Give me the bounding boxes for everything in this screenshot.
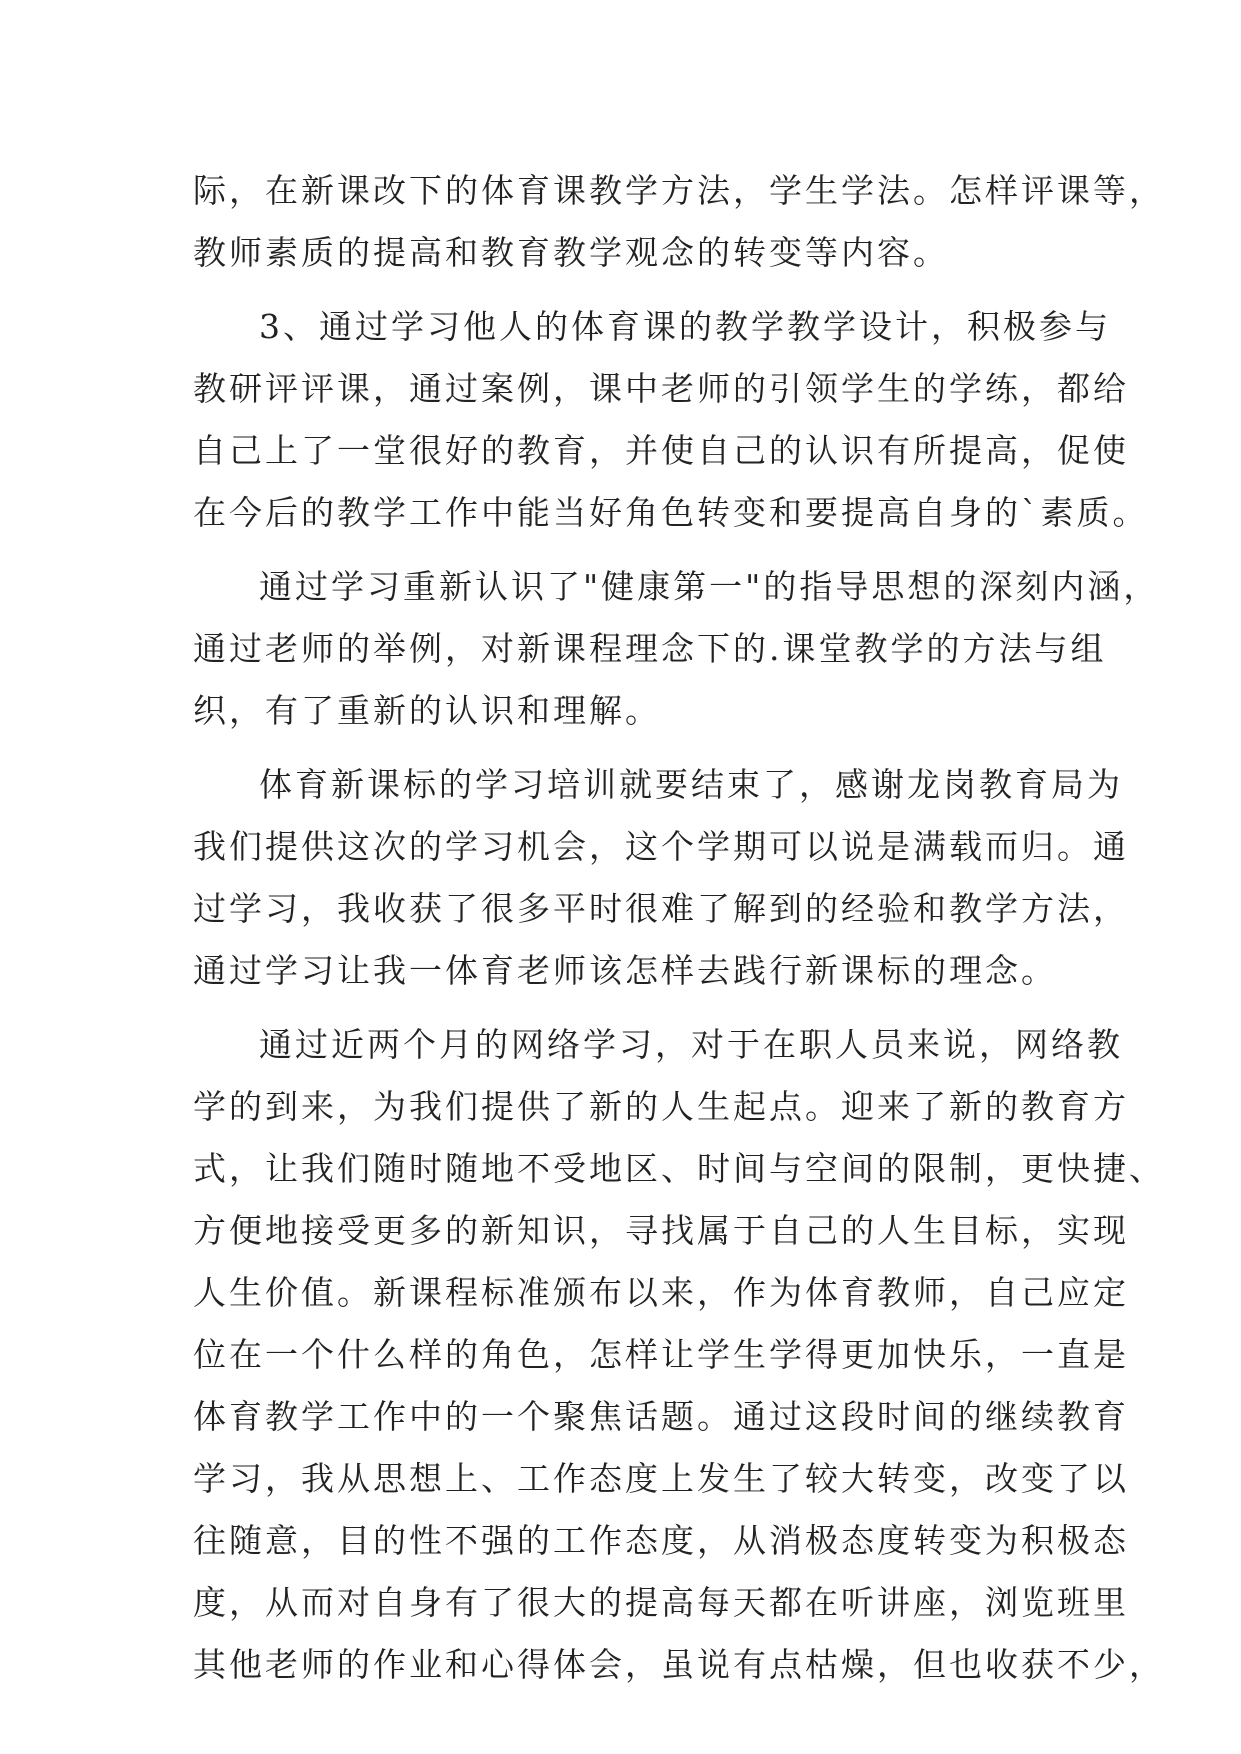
text-line: 体育教学工作中的一个聚焦话题。通过这段时间的继续教育 bbox=[193, 1397, 1129, 1436]
text-line: 位在一个什么样的角色，怎样让学生学得更加快乐，一直是 bbox=[193, 1335, 1129, 1374]
text-line: 自己上了一堂很好的教育，并使自己的认识有所提高，促使 bbox=[193, 431, 1129, 470]
text-line: 往随意，目的性不强的工作态度，从消极态度转变为积极态 bbox=[193, 1521, 1129, 1560]
text-line: 学的到来，为我们提供了新的人生起点。迎来了新的教育方 bbox=[193, 1087, 1129, 1126]
text-line: 际，在新课改下的体育课教学方法，学生学法。怎样评课等， bbox=[193, 171, 1165, 210]
text-line: 通过学习让我一体育老师该怎样去践行新课标的理念。 bbox=[193, 951, 1057, 990]
text-line: 通过老师的举例，对新课程理念下的.课堂教学的方法与组 bbox=[193, 629, 1107, 668]
text-line: 学习，我从思想上、工作态度上发生了较大转变，改变了以 bbox=[193, 1459, 1129, 1498]
text-line: 人生价值。新课程标准颁布以来，作为体育教师，自己应定 bbox=[193, 1273, 1129, 1312]
text-line: 其他老师的作业和心得体会，虽说有点枯燥，但也收获不少， bbox=[193, 1645, 1165, 1684]
text-line: 织，有了重新的认识和理解。 bbox=[193, 691, 661, 730]
text-line: 在今后的教学工作中能当好角色转变和要提高自身的`素质。 bbox=[193, 493, 1149, 532]
text-line: 教研评评课，通过案例，课中老师的引领学生的学练，都给 bbox=[193, 369, 1129, 408]
document-body bbox=[193, 160, 1165, 1696]
text-line: 教师素质的提高和教育教学观念的转变等内容。 bbox=[193, 233, 949, 272]
text-line: 式，让我们随时随地不受地区、时间与空间的限制，更快捷、 bbox=[193, 1149, 1165, 1188]
paragraph-start-line: 体育新课标的学习培训就要结束了，感谢龙岗教育局为 bbox=[259, 765, 1123, 804]
text-line: 度，从而对自身有了很大的提高每天都在听讲座，浏览班里 bbox=[193, 1583, 1129, 1622]
text-line: 我们提供这次的学习机会，这个学期可以说是满载而归。通 bbox=[193, 827, 1129, 866]
text-line: 方便地接受更多的新知识，寻找属于自己的人生目标，实现 bbox=[193, 1211, 1129, 1250]
paragraph-start-line: 通过近两个月的网络学习，对于在职人员来说，网络教 bbox=[259, 1025, 1123, 1064]
paragraph-start-line: 通过学习重新认识了"健康第一"的指导思想的深刻内涵， bbox=[259, 567, 1160, 606]
paragraph-start-line: 3、通过学习他人的体育课的教学教学设计，积极参与 bbox=[259, 307, 1111, 346]
text-line: 过学习，我收获了很多平时很难了解到的经验和教学方法， bbox=[193, 889, 1129, 928]
